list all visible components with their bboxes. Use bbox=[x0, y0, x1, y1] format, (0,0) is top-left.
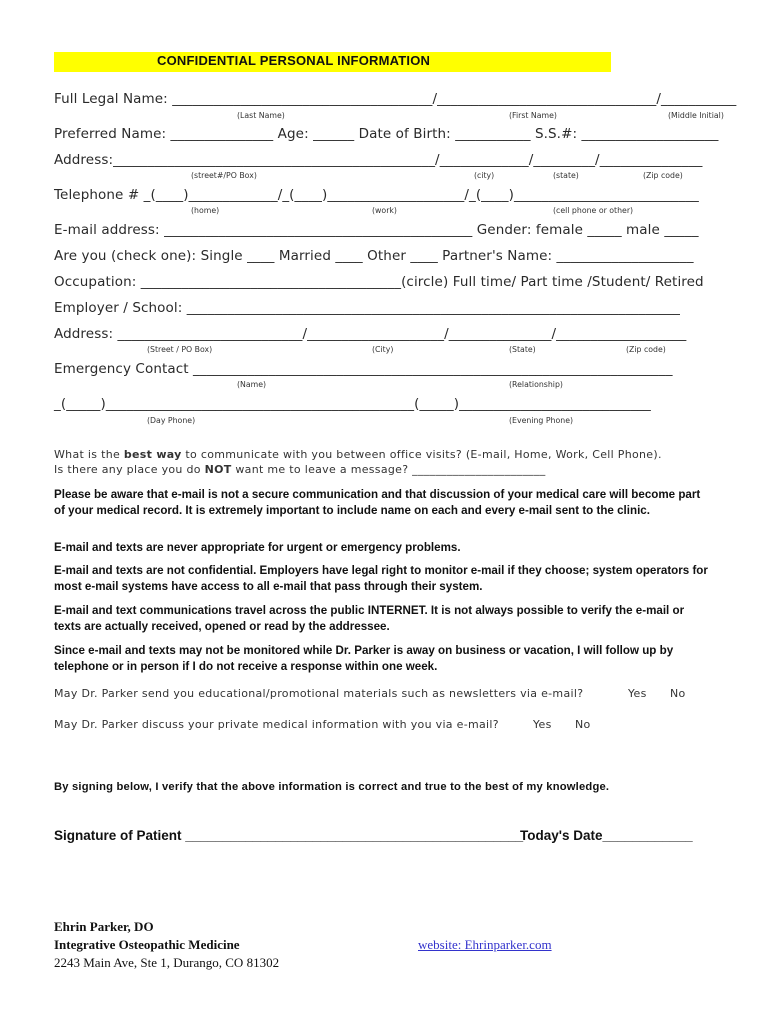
legal-name-field[interactable]: Full Legal Name: ______________________________________/________________________________/___________ bbox=[54, 91, 737, 107]
employer-state-label: (State) bbox=[509, 345, 536, 354]
notice-internet: E-mail and text communications travel across the public INTERNET. It is not always possible to verify the e-mail or texts are actually received, opened or read by the addressee. bbox=[54, 604, 685, 633]
notice-confidential: E-mail and texts are not confidential. Employers have legal right to monitor e-mail if they choose; system operators for most e-mail systems have access to all e-mail that pass through their system. bbox=[54, 564, 708, 593]
consent-newsletter-yes[interactable]: Yes bbox=[628, 687, 647, 700]
zip-label: (Zip code) bbox=[643, 171, 683, 180]
page-title: CONFIDENTIAL PERSONAL INFORMATION bbox=[157, 53, 431, 68]
preferred-name-field[interactable]: Preferred Name: _______________ Age: ______ Date of Birth: ___________ S.S.#: ____________________ bbox=[54, 126, 719, 142]
notice-security: Please be aware that e-mail is not a secure communication and that discussion of your medical care will become part of your medical record. It is extremely important to include name on each and every e-mail sent to the clinic. bbox=[54, 488, 701, 517]
best-way-question: What is the best way to communicate with you between office visits? (E-mail, Home, Work, Cell Phone). bbox=[54, 448, 662, 461]
marital-status-field[interactable]: Are you (check one): Single ____ Married ____ Other ____ Partner's Name: ____________________ bbox=[54, 248, 694, 264]
website-link[interactable]: website: Ehrinparker.com bbox=[418, 937, 552, 952]
consent-private-yes[interactable]: Yes bbox=[533, 718, 552, 731]
work-phone-label: (work) bbox=[372, 206, 397, 215]
occupation-field[interactable]: Occupation: ______________________________________(circle) Full time/ Part time /Student/ Retired bbox=[54, 274, 704, 290]
date-field[interactable]: Today's Date____________ bbox=[520, 828, 693, 843]
practice-address: 2243 Main Ave, Ste 1, Durango, CO 81302 bbox=[54, 955, 280, 970]
home-phone-label: (home) bbox=[191, 206, 220, 215]
email-gender-field[interactable]: E-mail address: _____________________________________________ Gender: female _____ male _____ bbox=[54, 222, 699, 238]
emergency-name-label: (Name) bbox=[237, 380, 267, 389]
consent-private-question: May Dr. Parker discuss your private medical information with you via e-mail? bbox=[54, 718, 499, 731]
employer-address-field[interactable]: Address: ___________________________/____________________/_______________/___________________ bbox=[54, 326, 687, 342]
notice-away: Since e-mail and texts may not be monitored while Dr. Parker is away on business or vacation, I will follow up by telephone or in person if I do not receive a response within one week. bbox=[54, 644, 674, 673]
leave-message-question[interactable]: Is there any place you do NOT want me to leave a message? _______________________ bbox=[54, 463, 546, 476]
day-phone-label: (Day Phone) bbox=[147, 416, 196, 425]
street-label: (street#/PO Box) bbox=[191, 171, 257, 180]
practice-name: Integrative Osteopathic Medicine bbox=[54, 937, 240, 952]
state-label: (state) bbox=[553, 171, 579, 180]
doctor-name: Ehrin Parker, DO bbox=[54, 919, 154, 934]
telephone-field[interactable]: Telephone # _(____)_____________/_(____)____________________/_(____)___________________________ bbox=[54, 187, 699, 203]
city-label: (city) bbox=[474, 171, 495, 180]
evening-phone-label: (Evening Phone) bbox=[509, 416, 574, 425]
relationship-label: (Relationship) bbox=[509, 380, 563, 389]
employer-zip-label: (Zip code) bbox=[626, 345, 666, 354]
address-field[interactable]: Address:_______________________________________________/_____________/_________/_______________ bbox=[54, 152, 703, 168]
notice-urgent: E-mail and texts are never appropriate for urgent or emergency problems. bbox=[54, 541, 461, 554]
middle-initial-label: (Middle Initial) bbox=[668, 111, 724, 120]
consent-newsletter-no[interactable]: No bbox=[670, 687, 686, 700]
consent-newsletter-question: May Dr. Parker send you educational/promotional materials such as newsletters via e-mail? bbox=[54, 687, 584, 700]
employer-city-label: (City) bbox=[372, 345, 394, 354]
emergency-phones-field[interactable]: _(_____)_____________________________________________(_____)____________________________ bbox=[54, 396, 651, 412]
last-name-label: (Last Name) bbox=[237, 111, 285, 120]
consent-private-no[interactable]: No bbox=[575, 718, 591, 731]
verify-statement: By signing below, I verify that the above information is correct and true to the best of my knowledge. bbox=[54, 781, 610, 793]
first-name-label: (First Name) bbox=[509, 111, 557, 120]
employer-street-label: (Street / PO Box) bbox=[147, 345, 213, 354]
cell-phone-label: (cell phone or other) bbox=[553, 206, 634, 215]
emergency-contact-field[interactable]: Emergency Contact ______________________________________________________________________ bbox=[54, 361, 673, 377]
signature-field[interactable]: Signature of Patient _____________________________________________ bbox=[54, 828, 524, 843]
employer-field[interactable]: Employer / School: ________________________________________________________________________ bbox=[54, 300, 680, 316]
